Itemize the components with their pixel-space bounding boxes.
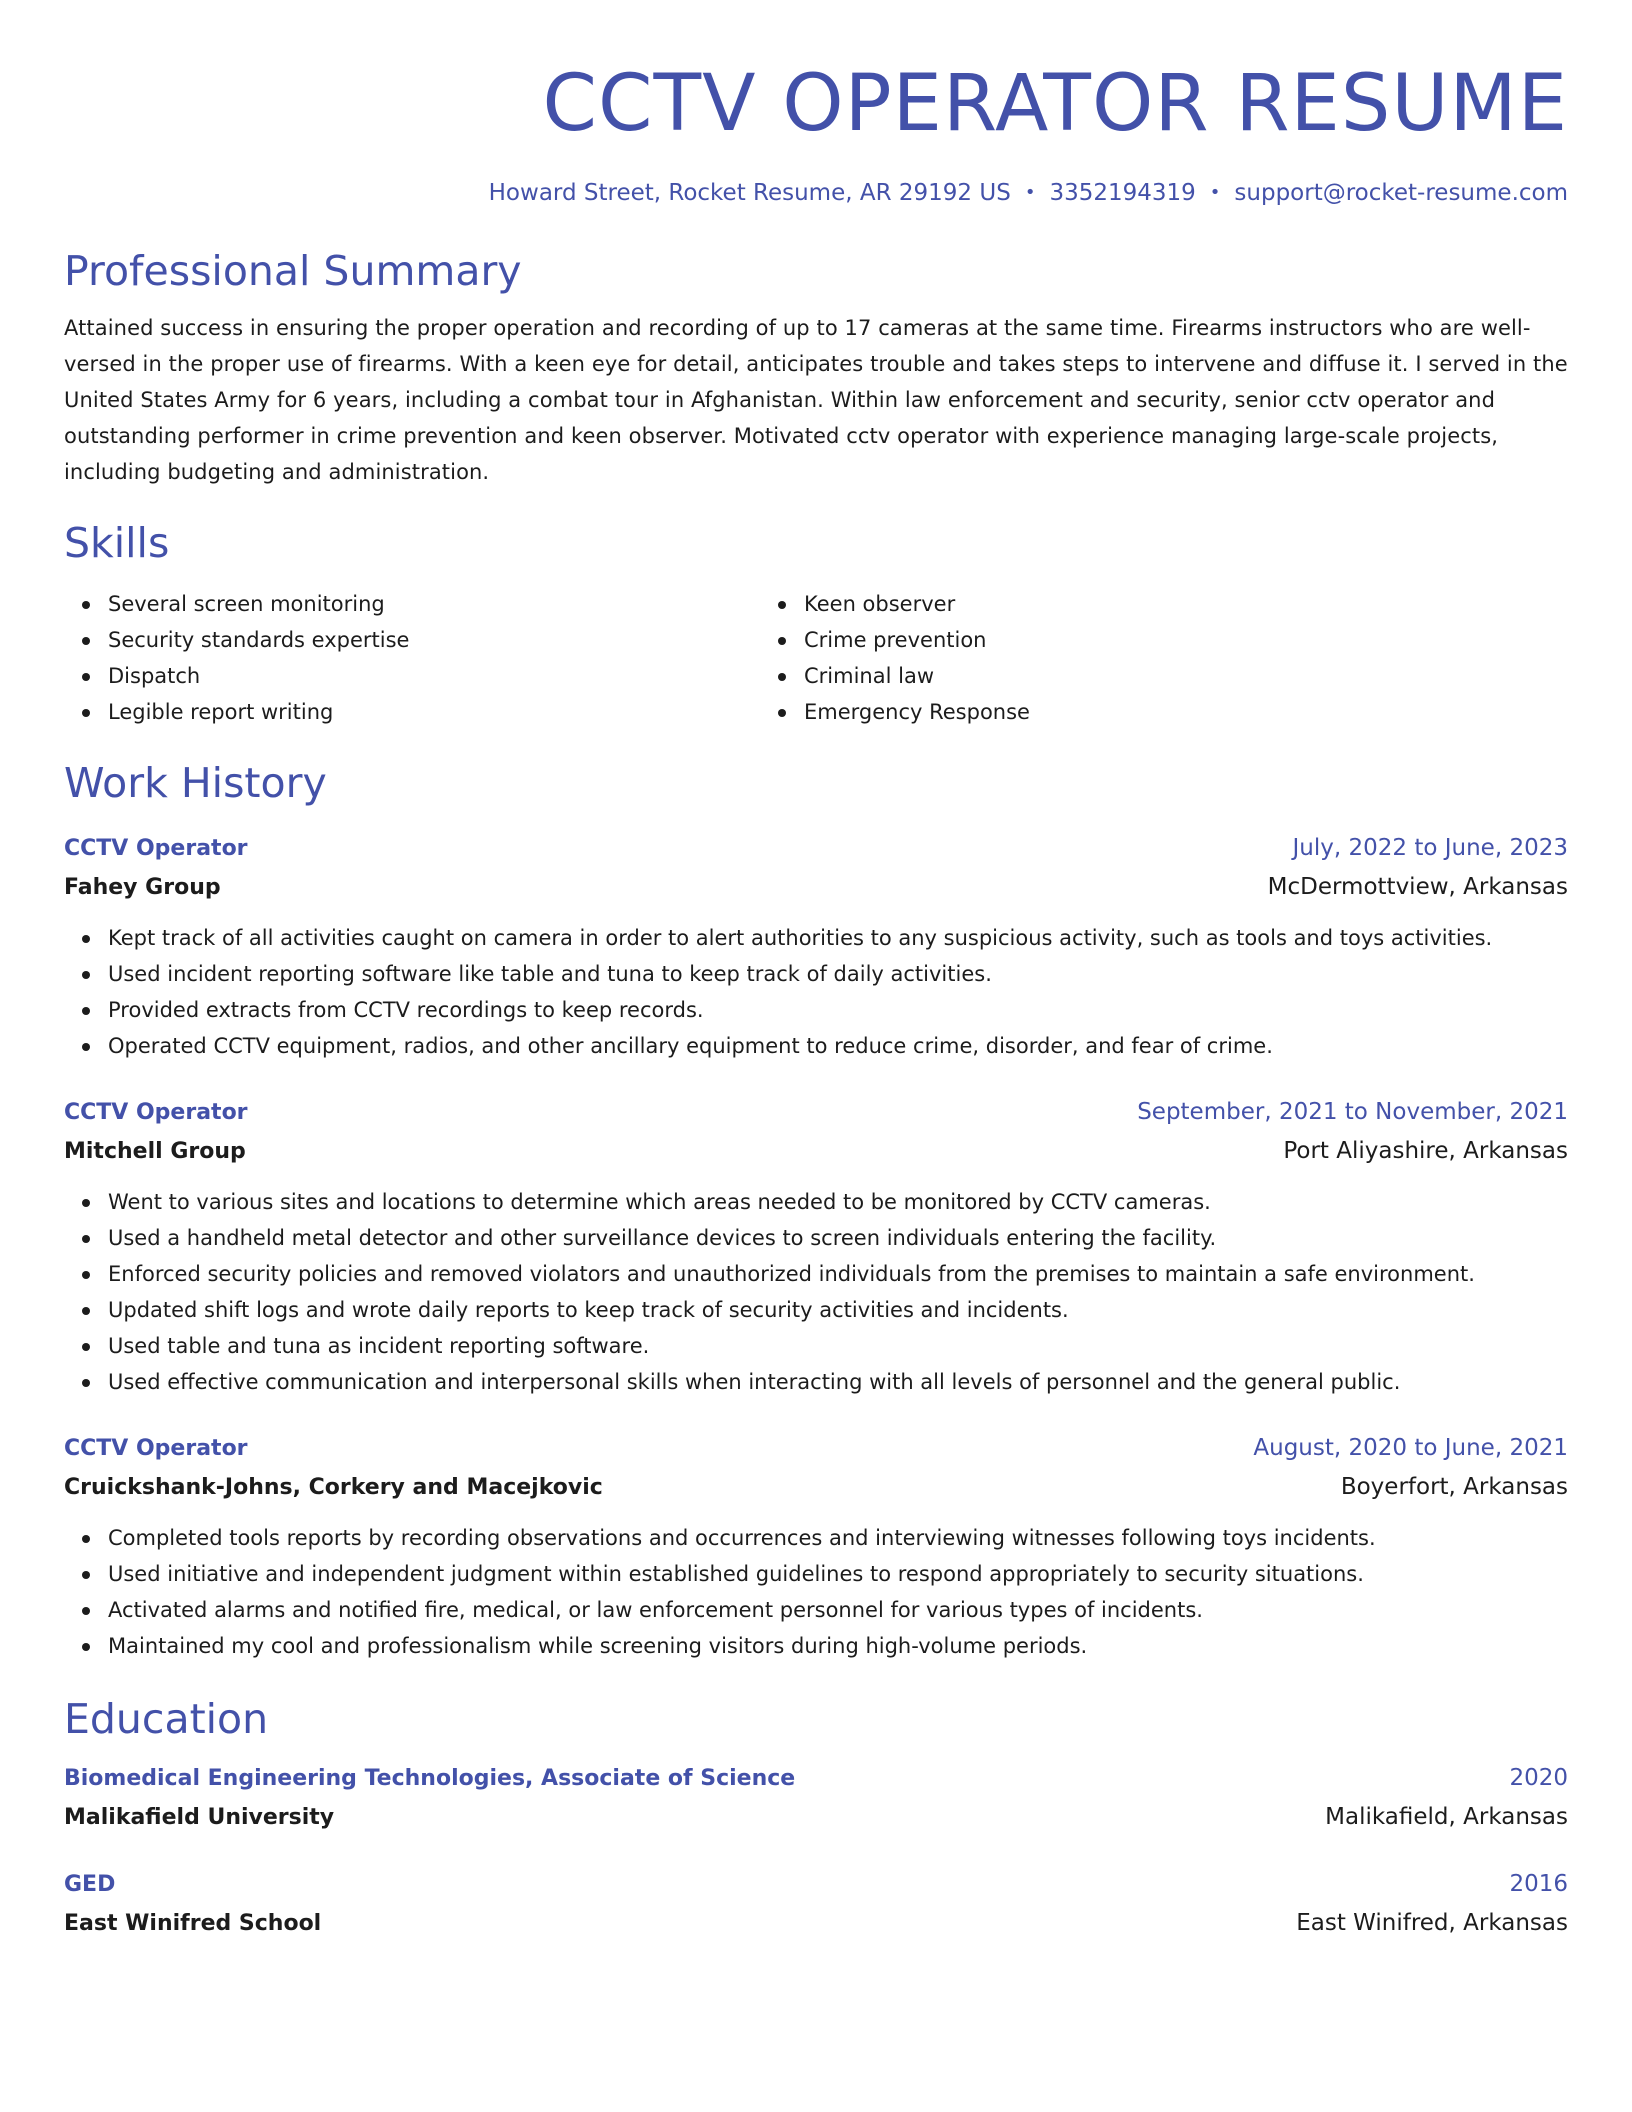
education-year: 2020 [1509,1765,1568,1791]
education-school: Malikafield University [64,1805,335,1830]
job-role: CCTV Operator [64,1436,248,1461]
skill-item: Several screen monitoring [108,586,760,622]
education-location: Malikafield, Arkansas [1325,1804,1568,1830]
job-bullet: Completed tools reports by recording observations and occurrences and interviewing witnesses following toys incidents. [108,1520,1568,1556]
job-bullet: Maintained my cool and professionalism while screening visitors during high-volume periods. [108,1628,1568,1664]
job-dates: July, 2022 to June, 2023 [1292,835,1568,861]
job-location: Boyerfort, Arkansas [1340,1474,1568,1500]
job-location: Port Aliyashire, Arkansas [1283,1138,1568,1164]
education-entry [64,1866,1568,1944]
skills-column-left [64,586,760,730]
education-degree: GED [64,1872,116,1897]
education-entry [64,1760,1568,1838]
summary-text: Attained success in ensuring the proper operation and recording of up to 17 cameras at the same time. Firearms instructors who are well-versed in the proper use of firearms. With a keen eye for detail, anticipates trouble and takes steps to intervene and diffuse it. I served in the United States Army for 6 years, including a combat tour in Afghanistan. Within law enforcement and security, senior cctv operator and outstanding performer in crime prevention and keen observer. Motivated cctv operator with experience managing large-scale projects, including budgeting and administration. [64,316,1568,484]
contact-line [64,178,1568,208]
job-bullet: Operated CCTV equipment, radios, and other ancillary equipment to reduce crime, disorder, and fear of crime. [108,1028,1568,1064]
job-bullet: Used incident reporting software like table and tuna to keep track of daily activities. [108,956,1568,992]
contact-phone: 3352194319 [1049,180,1196,206]
skill-item: Keen observer [804,586,1500,622]
contact-separator: • [1209,182,1221,203]
summary-heading: Professional Summary [64,247,522,295]
job-dates: August, 2020 to June, 2021 [1253,1435,1568,1461]
job-entry [64,1430,1568,1664]
skill-item: Emergency Response [804,694,1500,730]
skill-item: Criminal law [804,658,1500,694]
job-role: CCTV Operator [64,836,248,861]
job-dates: September, 2021 to November, 2021 [1137,1099,1568,1125]
job-entry [64,830,1568,1064]
job-entry [64,1094,1568,1400]
contact-separator: • [1024,182,1036,203]
job-bullets [64,1520,1568,1664]
job-bullet: Used effective communication and interpersonal skills when interacting with all levels of personnel and the general public. [108,1364,1568,1400]
skills-column-right [760,586,1500,730]
skill-item: Crime prevention [804,622,1500,658]
job-role: CCTV Operator [64,1100,248,1125]
job-bullet: Provided extracts from CCTV recordings to keep records. [108,992,1568,1028]
job-bullet: Kept track of all activities caught on camera in order to alert authorities to any suspicious activity, such as tools and toys activities. [108,920,1568,956]
page-title: CCTV OPERATOR RESUME [542,59,1568,149]
skill-item: Security standards expertise [108,622,760,658]
job-bullet: Went to various sites and locations to determine which areas needed to be monitored by CCTV cameras. [108,1184,1568,1220]
job-location: McDermottview, Arkansas [1267,874,1568,900]
skills-heading: Skills [64,519,170,567]
job-company: Mitchell Group [64,1139,246,1164]
contact-email: support@rocket-resume.com [1234,180,1568,206]
job-company: Fahey Group [64,875,221,900]
job-bullet: Enforced security policies and removed violators and unauthorized individuals from the premises to maintain a safe environment. [108,1256,1568,1292]
job-bullet: Used initiative and independent judgment within established guidelines to respond appropriately to security situations. [108,1556,1568,1592]
job-bullet: Activated alarms and notified fire, medical, or law enforcement personnel for various types of incidents. [108,1592,1568,1628]
job-bullet: Used a handheld metal detector and other surveillance devices to screen individuals entering the facility. [108,1220,1568,1256]
job-company: Cruickshank-Johns, Corkery and Macejkovic [64,1475,603,1500]
work-history-heading: Work History [64,759,327,807]
job-bullets [64,1184,1568,1400]
education-school: East Winifred School [64,1911,322,1936]
contact-address: Howard Street, Rocket Resume, AR 29192 US [488,180,1011,206]
education-year: 2016 [1509,1871,1568,1897]
education-location: East Winifred, Arkansas [1296,1910,1568,1936]
job-bullets [64,920,1568,1064]
job-bullet: Used table and tuna as incident reporting software. [108,1328,1568,1364]
skill-item: Legible report writing [108,694,760,730]
skills-list [64,586,1568,730]
education-degree: Biomedical Engineering Technologies, Associate of Science [64,1766,796,1791]
education-heading: Education [64,1695,269,1743]
job-bullet: Updated shift logs and wrote daily reports to keep track of security activities and incidents. [108,1292,1568,1328]
skill-item: Dispatch [108,658,760,694]
